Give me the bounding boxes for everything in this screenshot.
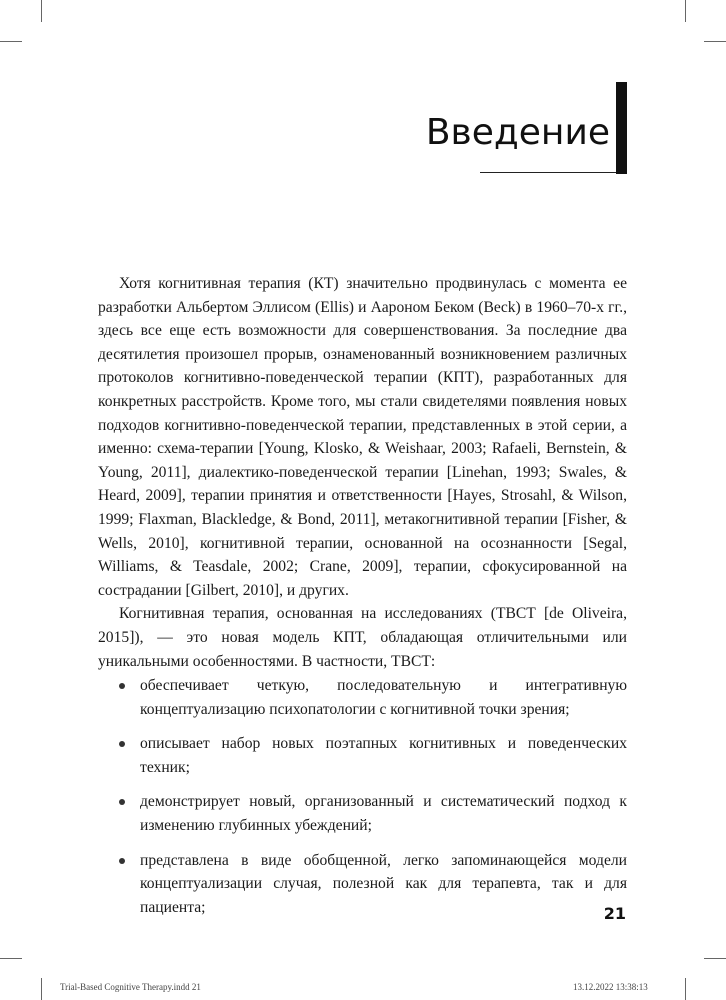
list-item-text: обеспечивает четкую, последовательную и интегративную концептуализацию психопатологии с когнитивной точки зрения; (140, 677, 627, 718)
title-underline (480, 172, 616, 173)
list-item (119, 849, 627, 920)
list-item (119, 790, 627, 837)
crop-mark-bottom-left (41, 978, 42, 1000)
list-item-text: демонстрирует новый, организованный и систематический подход к изменению глубинных убеждений; (140, 793, 627, 835)
bullet-icon (119, 683, 125, 689)
list-item-text: представлена в виде обобщенной, легко запоминающейся модели концептуализации случая, полезной как для терапевта, так и для пациента; (140, 851, 627, 916)
bullet-icon (119, 741, 125, 747)
bullet-icon (119, 799, 125, 805)
crop-mark-left-bottom (0, 958, 22, 959)
list-item-text: описывает набор новых поэтапных когнитивных и поведенческих техник; (140, 735, 627, 776)
print-slug-timestamp: 13.12.2022 13:38:13 (573, 982, 648, 992)
print-slug-filename: Trial-Based Cognitive Therapy.indd 21 (60, 982, 201, 992)
paragraph-intro: Хотя когнитивная терапия (КТ) значительно продвинулась с момента ее разработки Альбертом Эллисом (Ellis) и Аароном Беком (Beck) в 1960–70-х гг., здесь все еще есть возможности для совершенствования. За последние два десятилетия произошел прорыв, ознаменованный возникновением различных протоколов когнитивно-поведенческой терапии (КПТ), разработанных для конкретных расстройств. Кроме того, мы стали свидетелями появления новых подходов когнитивно-поведенческой терапии, представленных в этой серии, а именно: схема-терапии [Young, Klosko, & Weishaar, 2003; Rafaeli, Bernstein, & Young, 2011], диалектико-поведенческой терапии [Linehan, 1993; Swales, & Heard, 2009], терапии принятия и ответственности [Hayes, Strosahl, & Wilson, 1999; Flaxman, Blackledge, & Bond, 2011], метакогнитивной терапии [Fisher, & Wells, 2010], когнитивной терапии, основанной на осознанности [Segal, Williams, & Teasdale, 2002; Crane, 2009], терапии, сфокусированной на сострадании [Gilbert, 2010], и других. (98, 275, 627, 599)
chapter-title: Введение (425, 112, 610, 153)
list-item (119, 732, 627, 779)
crop-mark-right-bottom (704, 958, 726, 959)
chapter-heading (0, 0, 726, 200)
paragraph-tbct: Когнитивная терапия, основанная на исследованиях (ТВСТ [de Oliveira, 2015]), — это новая модель КПТ, обладающая отличительными или уникальными особенностями. В частности, ТВСТ: (98, 605, 627, 670)
feature-list (98, 674, 627, 919)
page-number: 21 (603, 904, 626, 923)
body-text (98, 272, 627, 919)
bullet-icon (119, 858, 125, 864)
list-item (119, 674, 627, 721)
crop-mark-bottom-right (685, 978, 686, 1000)
title-vertical-bar (616, 82, 627, 174)
